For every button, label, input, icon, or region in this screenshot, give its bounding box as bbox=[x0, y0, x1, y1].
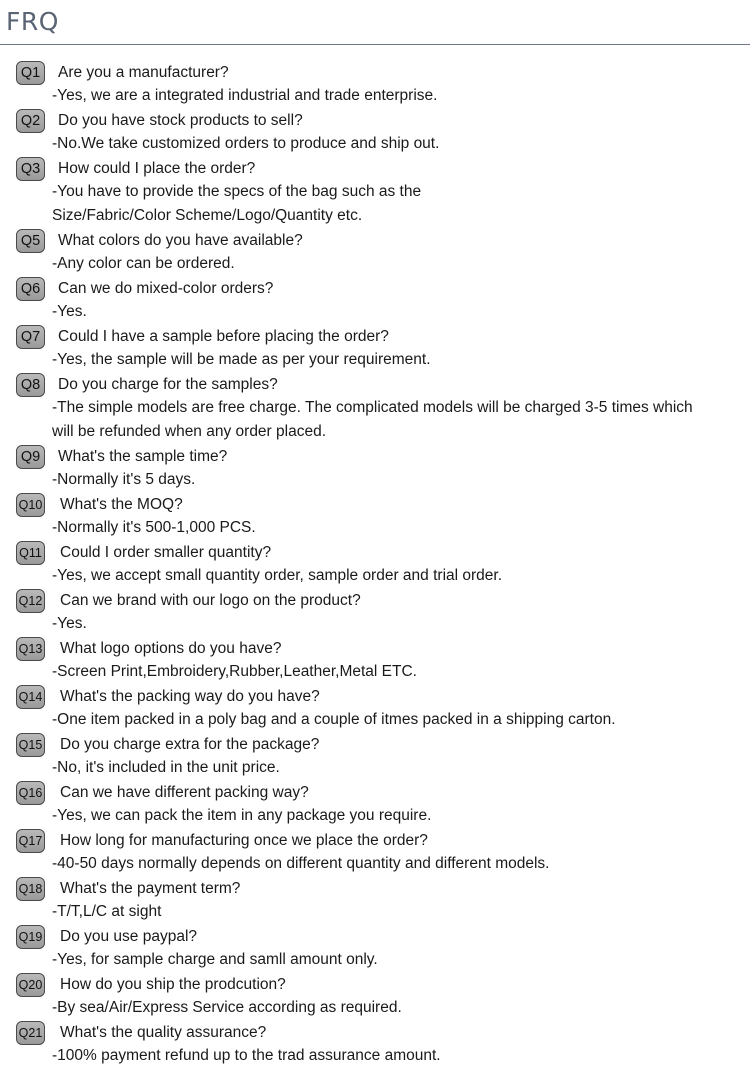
question-text: What's the payment term? bbox=[60, 880, 241, 897]
answer-line: -Yes, for sample charge and samll amount only. bbox=[52, 951, 378, 968]
question-text: Do you charge for the samples? bbox=[58, 376, 278, 393]
question-number-badge: Q14 bbox=[16, 685, 45, 709]
answer-text bbox=[52, 996, 732, 1020]
answer-line: -Any color can be ordered. bbox=[52, 255, 235, 272]
page-title: FRQ bbox=[6, 7, 59, 36]
question-row bbox=[0, 732, 750, 756]
faq-item bbox=[0, 636, 750, 684]
question-text: What's the MOQ? bbox=[60, 496, 183, 513]
question-row bbox=[0, 228, 750, 252]
question-number-badge: Q18 bbox=[16, 877, 45, 901]
answer-line: -By sea/Air/Express Service according as required. bbox=[52, 999, 402, 1016]
answer-line: -100% payment refund up to the trad assurance amount. bbox=[52, 1047, 441, 1064]
question-text: Can we brand with our logo on the product? bbox=[60, 592, 361, 609]
faq-item bbox=[0, 1020, 750, 1068]
faq-item bbox=[0, 924, 750, 972]
answer-text bbox=[52, 660, 732, 684]
faq-item bbox=[0, 156, 750, 228]
answer-line: -No, it's included in the unit price. bbox=[52, 759, 280, 776]
question-row bbox=[0, 156, 750, 180]
answer-line: -Yes. bbox=[52, 615, 87, 632]
question-text: Could I have a sample before placing the order? bbox=[58, 328, 389, 345]
question-number-badge: Q11 bbox=[16, 541, 45, 565]
question-row bbox=[0, 780, 750, 804]
question-row bbox=[0, 876, 750, 900]
question-row bbox=[0, 60, 750, 84]
question-text: How could I place the order? bbox=[58, 160, 256, 177]
question-text: Are you a manufacturer? bbox=[58, 64, 229, 81]
question-row bbox=[0, 444, 750, 468]
answer-line: -You have to provide the specs of the bag such as the bbox=[52, 183, 422, 200]
answer-text bbox=[52, 900, 732, 924]
question-number-badge: Q21 bbox=[16, 1021, 45, 1045]
question-row bbox=[0, 588, 750, 612]
question-text: What logo options do you have? bbox=[60, 640, 282, 657]
question-number-badge: Q9 bbox=[16, 445, 45, 469]
faq-item bbox=[0, 60, 750, 108]
question-row bbox=[0, 372, 750, 396]
faq-item bbox=[0, 732, 750, 780]
answer-text bbox=[52, 804, 732, 828]
answer-text bbox=[52, 252, 732, 276]
faq-item bbox=[0, 372, 750, 444]
question-number-badge: Q16 bbox=[16, 781, 45, 805]
answer-line: -One item packed in a poly bag and a couple of itmes packed in a shipping carton. bbox=[52, 711, 616, 728]
faq-item bbox=[0, 540, 750, 588]
answer-text bbox=[52, 708, 732, 732]
answer-line: -Yes, the sample will be made as per your requirement. bbox=[52, 351, 431, 368]
answer-text bbox=[52, 84, 732, 108]
answer-text bbox=[52, 348, 732, 372]
question-text: What's the sample time? bbox=[58, 448, 228, 465]
answer-text bbox=[52, 612, 732, 636]
answer-line: -No.We take customized orders to produce and ship out. bbox=[52, 135, 440, 152]
faq-list bbox=[0, 60, 750, 1068]
question-row bbox=[0, 828, 750, 852]
answer-line: -The simple models are free charge. The complicated models will be charged 3-5 times which bbox=[52, 399, 693, 416]
question-text: Do you charge extra for the package? bbox=[60, 736, 320, 753]
question-row bbox=[0, 972, 750, 996]
faq-item bbox=[0, 276, 750, 324]
answer-text bbox=[52, 516, 732, 540]
answer-line: -Yes, we are a integrated industrial and trade enterprise. bbox=[52, 87, 438, 104]
answer-line: -Normally it's 5 days. bbox=[52, 471, 196, 488]
question-number-badge: Q5 bbox=[16, 229, 45, 253]
question-text: What's the packing way do you have? bbox=[60, 688, 320, 705]
question-text: Do you use paypal? bbox=[60, 928, 198, 945]
answer-text bbox=[52, 180, 732, 228]
faq-item bbox=[0, 684, 750, 732]
question-text: What colors do you have available? bbox=[58, 232, 303, 249]
question-text: Could I order smaller quantity? bbox=[60, 544, 272, 561]
question-row bbox=[0, 1020, 750, 1044]
question-row bbox=[0, 492, 750, 516]
question-text: Do you have stock products to sell? bbox=[58, 112, 303, 129]
question-number-badge: Q13 bbox=[16, 637, 45, 661]
answer-line: -Yes. bbox=[52, 303, 87, 320]
answer-text bbox=[52, 756, 732, 780]
faq-item bbox=[0, 876, 750, 924]
faq-item bbox=[0, 588, 750, 636]
answer-text bbox=[52, 396, 732, 444]
answer-line: -Screen Print,Embroidery,Rubber,Leather,Metal ETC. bbox=[52, 663, 417, 680]
question-row bbox=[0, 276, 750, 300]
question-number-badge: Q12 bbox=[16, 589, 45, 613]
faq-item bbox=[0, 228, 750, 276]
question-number-badge: Q17 bbox=[16, 829, 45, 853]
faq-item bbox=[0, 828, 750, 876]
answer-line: -Yes, we can pack the item in any package you require. bbox=[52, 807, 432, 824]
answer-line: -Yes, we accept small quantity order, sample order and trial order. bbox=[52, 567, 503, 584]
question-number-badge: Q19 bbox=[16, 925, 45, 949]
question-number-badge: Q15 bbox=[16, 733, 45, 757]
answer-text bbox=[52, 564, 732, 588]
faq-item bbox=[0, 108, 750, 156]
question-number-badge: Q10 bbox=[16, 493, 45, 517]
answer-line: will be refunded when any order placed. bbox=[52, 423, 327, 440]
answer-text bbox=[52, 948, 732, 972]
question-row bbox=[0, 324, 750, 348]
faq-item bbox=[0, 324, 750, 372]
answer-text bbox=[52, 468, 732, 492]
question-number-badge: Q7 bbox=[16, 325, 45, 349]
question-number-badge: Q1 bbox=[16, 61, 45, 85]
answer-text bbox=[52, 852, 732, 876]
faq-item bbox=[0, 444, 750, 492]
question-number-badge: Q20 bbox=[16, 973, 45, 997]
question-row bbox=[0, 540, 750, 564]
question-row bbox=[0, 684, 750, 708]
header-divider bbox=[0, 44, 750, 45]
answer-line: -T/T,L/C at sight bbox=[52, 903, 162, 920]
question-row bbox=[0, 636, 750, 660]
question-text: How do you ship the prodcution? bbox=[60, 976, 286, 993]
answer-line: -Normally it's 500-1,000 PCS. bbox=[52, 519, 256, 536]
answer-line: Size/Fabric/Color Scheme/Logo/Quantity etc. bbox=[52, 207, 363, 224]
faq-item bbox=[0, 492, 750, 540]
question-text: How long for manufacturing once we place the order? bbox=[60, 832, 428, 849]
question-text: What's the quality assurance? bbox=[60, 1024, 267, 1041]
answer-text bbox=[52, 132, 732, 156]
answer-text bbox=[52, 300, 732, 324]
question-row bbox=[0, 108, 750, 132]
question-number-badge: Q3 bbox=[16, 157, 45, 181]
faq-item bbox=[0, 780, 750, 828]
question-row bbox=[0, 924, 750, 948]
answer-text bbox=[52, 1044, 732, 1068]
question-text: Can we do mixed-color orders? bbox=[58, 280, 274, 297]
faq-item bbox=[0, 972, 750, 1020]
question-number-badge: Q8 bbox=[16, 373, 45, 397]
question-text: Can we have different packing way? bbox=[60, 784, 309, 801]
question-number-badge: Q6 bbox=[16, 277, 45, 301]
question-number-badge: Q2 bbox=[16, 109, 45, 133]
answer-line: -40-50 days normally depends on different quantity and different models. bbox=[52, 855, 550, 872]
